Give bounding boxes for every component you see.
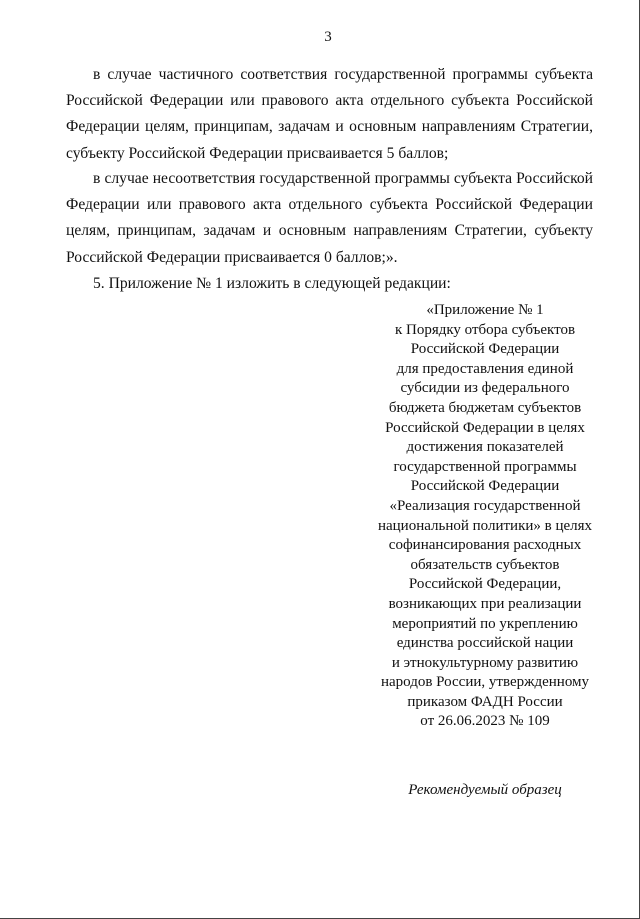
- page-number: 3: [324, 29, 332, 45]
- appendix-line: национальной политики» в целях: [377, 517, 593, 534]
- appendix-line: возникающих при реализации: [388, 595, 582, 612]
- appendix-line: народов России, утвержденному: [380, 674, 590, 691]
- paragraph-appendix-instruction: 5. Приложение № 1 изложить в следующей редакции:: [93, 275, 451, 292]
- appendix-line: бюджета бюджетам субъектов: [388, 399, 582, 416]
- appendix-line: Российской Федерации: [410, 341, 560, 358]
- appendix-line: и этнокультурному развитию: [391, 654, 579, 671]
- paragraph-non-compliance: в случае несоответствия государственной программы субъекта Российской Федерации или правового акта отдельного субъекта Российской Федерации целям, принципам, задачам и основным направлениям Стратегии, субъекту Российской Федерации присваивается 0 баллов;».: [66, 170, 593, 266]
- appendix-line: обязательств субъектов: [410, 556, 560, 573]
- appendix-line: от 26.06.2023 № 109: [420, 713, 550, 730]
- appendix-line: субсидии из федерального: [400, 380, 570, 397]
- appendix-line: «Приложение № 1: [426, 302, 544, 318]
- paragraph-partial-compliance: в случае частичного соответствия государственной программы субъекта Российской Федерации или правового акта отдельного субъекта Российской Федерации целям, принципам, задачам и основным направлениям Стратегии, субъекту Российской Федерации присваивается 5 баллов;: [66, 66, 593, 162]
- appendix-line: софинансирования расходных: [388, 537, 582, 554]
- appendix-line: достижения показателей: [406, 439, 564, 456]
- appendix-header: [360, 301, 610, 732]
- appendix-line: Российской Федерации: [410, 478, 560, 495]
- appendix-line: для предоставления единой: [396, 360, 574, 377]
- appendix-line: Российской Федерации,: [408, 576, 562, 593]
- appendix-line: к Порядку отбора субъектов: [394, 321, 576, 338]
- appendix-line: Российской Федерации в целях: [385, 419, 585, 436]
- recommended-sample-label: Рекомендуемый образец: [408, 782, 562, 798]
- appendix-line: «Реализация государственной: [389, 497, 581, 514]
- appendix-line: государственной программы: [393, 458, 577, 475]
- appendix-line: мероприятий по укреплению: [392, 615, 578, 632]
- appendix-line: приказом ФАДН России: [407, 693, 563, 710]
- appendix-line: единства российской нации: [396, 635, 574, 652]
